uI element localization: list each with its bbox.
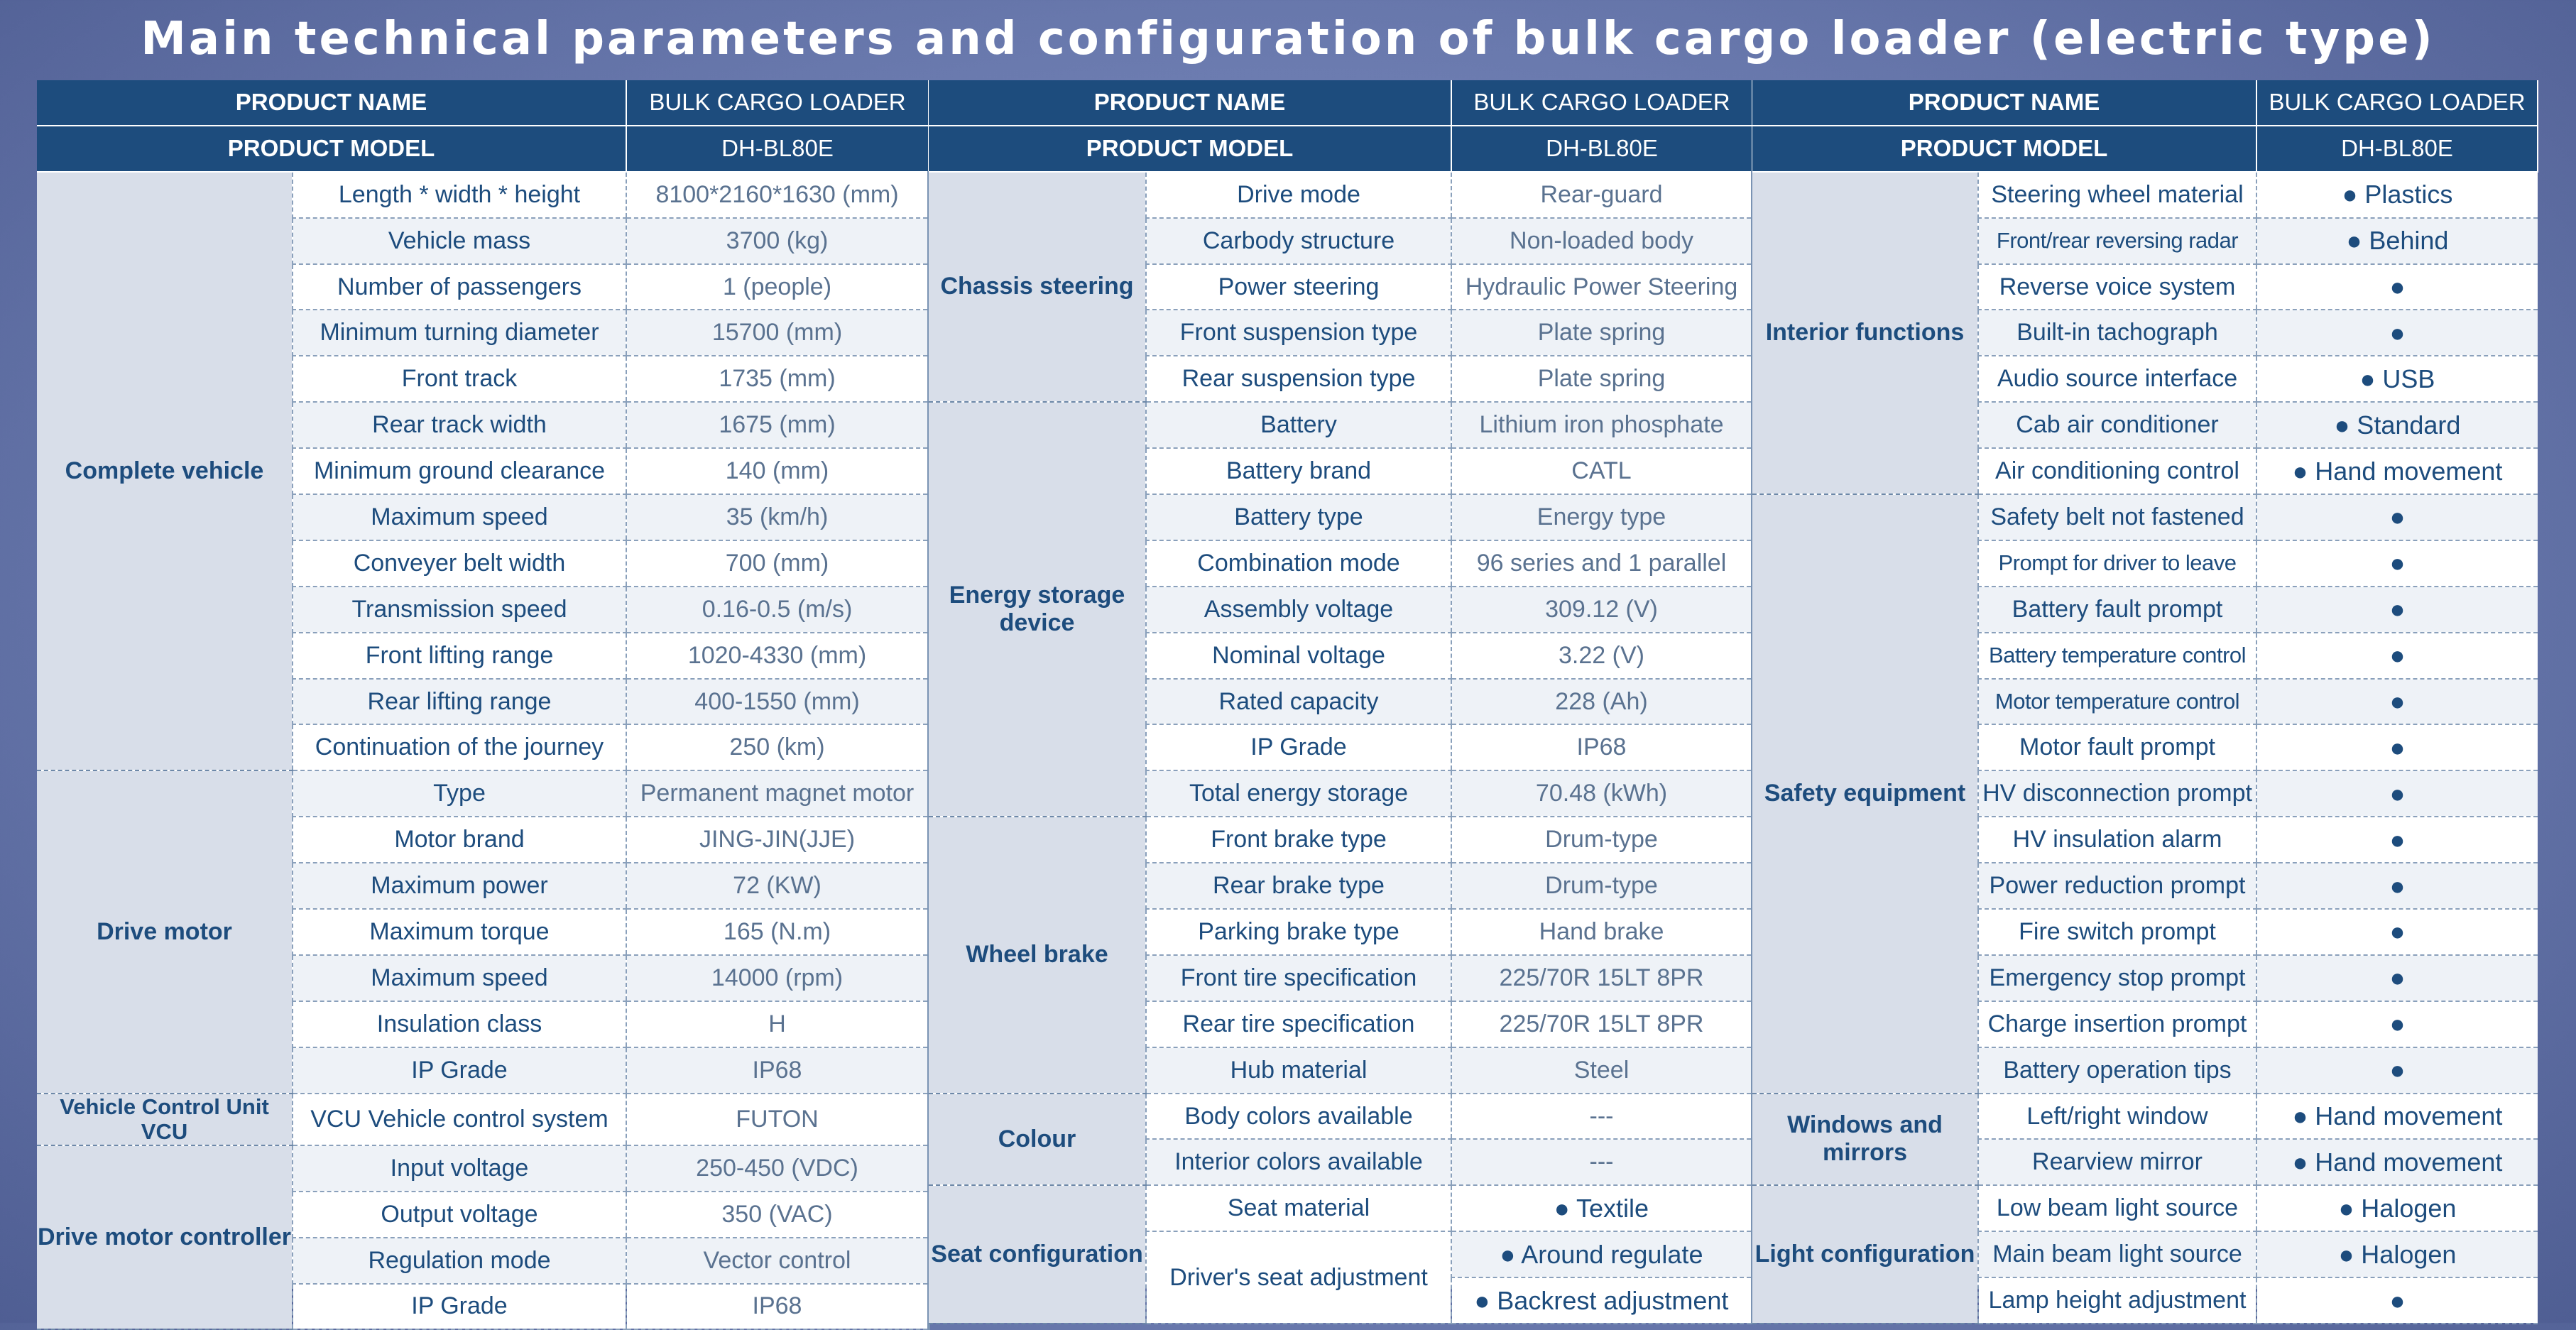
- block-vehicle-motor: [37, 80, 930, 1330]
- spec-value: Plate spring: [1451, 310, 1752, 356]
- spec-value: 15700 (mm): [626, 310, 929, 356]
- block-interior-safety: [1752, 80, 2538, 1324]
- spec-value: 14000 (rpm): [626, 955, 929, 1001]
- spec-value: ● Standard: [2256, 402, 2538, 448]
- spec-value: ● Hand movement: [2256, 1139, 2538, 1185]
- group-light-configuration: Light configuration: [1752, 1185, 1978, 1324]
- group-energy-storage: Energy storage device: [929, 402, 1146, 817]
- spec-row: [37, 1145, 929, 1192]
- spec-label: Continuation of the journey: [293, 724, 626, 770]
- spec-value: 700 (mm): [626, 540, 929, 587]
- spec-label: IP Grade: [1146, 724, 1451, 770]
- spec-row: [1752, 494, 2538, 540]
- block-chassis-energy: [929, 80, 1754, 1324]
- spec-value: ●: [2256, 1277, 2538, 1324]
- spec-label: Maximum speed: [293, 494, 626, 540]
- spec-label: Front tire specification: [1146, 955, 1451, 1001]
- spec-value: ●: [2256, 1047, 2538, 1094]
- product-name-value: BULK CARGO LOADER: [2256, 80, 2538, 126]
- spec-label: Type: [293, 770, 626, 817]
- spec-label: Steering wheel material: [1978, 172, 2256, 218]
- spec-value: 225/70R 15LT 8PR: [1451, 955, 1752, 1001]
- spec-label: Battery: [1146, 402, 1451, 448]
- spec-value: IP68: [626, 1284, 929, 1330]
- spec-label: Minimum turning diameter: [293, 310, 626, 356]
- spec-row: [929, 1185, 1752, 1231]
- product-name-value: BULK CARGO LOADER: [1451, 80, 1752, 126]
- product-name-value: BULK CARGO LOADER: [626, 80, 929, 126]
- spec-row: [37, 770, 929, 817]
- spec-value: ● Behind: [2256, 218, 2538, 264]
- spec-label: Driver's seat adjustment: [1146, 1231, 1451, 1324]
- spec-value: Permanent magnet motor: [626, 770, 929, 817]
- spec-value: H: [626, 1001, 929, 1047]
- spec-value: Vector control: [626, 1238, 929, 1284]
- spec-label: Drive mode: [1146, 172, 1451, 218]
- spec-value: 3.22 (V): [1451, 633, 1752, 679]
- spec-table-1: [37, 80, 930, 1330]
- spec-label: Conveyer belt width: [293, 540, 626, 587]
- spec-label: Seat material: [1146, 1185, 1451, 1231]
- spec-value: ●: [2256, 1001, 2538, 1047]
- spec-label: Nominal voltage: [1146, 633, 1451, 679]
- spec-value: 1020-4330 (mm): [626, 633, 929, 679]
- spec-value: CATL: [1451, 448, 1752, 494]
- spec-value: 1675 (mm): [626, 402, 929, 448]
- group-safety-equipment: Safety equipment: [1752, 494, 1978, 1094]
- spec-label: Combination mode: [1146, 540, 1451, 587]
- spec-value: 250-450 (VDC): [626, 1145, 929, 1192]
- spec-label: Output voltage: [293, 1192, 626, 1238]
- page-title: Main technical parameters and configuration of bulk cargo loader (electric type): [141, 13, 2435, 65]
- spec-label: Insulation class: [293, 1001, 626, 1047]
- spec-value: Energy type: [1451, 494, 1752, 540]
- spec-label: VCU Vehicle control system: [293, 1094, 626, 1145]
- spec-value: ●: [2256, 494, 2538, 540]
- spec-value: FUTON: [626, 1094, 929, 1145]
- spec-value: ●: [2256, 679, 2538, 725]
- spec-value: 250 (km): [626, 724, 929, 770]
- spec-value: 228 (Ah): [1451, 679, 1752, 725]
- spec-label: Rated capacity: [1146, 679, 1451, 725]
- spec-label: Rear brake type: [1146, 863, 1451, 909]
- spec-value: ●: [2256, 863, 2538, 909]
- spec-label: Length * width * height: [293, 172, 626, 218]
- spec-value: Hand brake: [1451, 909, 1752, 955]
- spec-label: Parking brake type: [1146, 909, 1451, 955]
- spec-label: Battery operation tips: [1978, 1047, 2256, 1094]
- spec-value: Rear-guard: [1451, 172, 1752, 218]
- spec-label: Power steering: [1146, 264, 1451, 310]
- spec-label: HV insulation alarm: [1978, 817, 2256, 863]
- spec-label: Power reduction prompt: [1978, 863, 2256, 909]
- spec-label: Motor fault prompt: [1978, 724, 2256, 770]
- spec-value: 140 (mm): [626, 448, 929, 494]
- spec-row: [1752, 172, 2538, 218]
- spec-label: HV disconnection prompt: [1978, 770, 2256, 817]
- spec-value: 165 (N.m): [626, 909, 929, 955]
- spec-row: [929, 1094, 1752, 1140]
- spec-value: IP68: [626, 1047, 929, 1094]
- spec-label: Front track: [293, 356, 626, 402]
- spec-label: Safety belt not fastened: [1978, 494, 2256, 540]
- spec-value: 35 (km/h): [626, 494, 929, 540]
- spec-value: Lithium iron phosphate: [1451, 402, 1752, 448]
- spec-value: ● Hand movement: [2256, 1094, 2538, 1140]
- spec-label: Minimum ground clearance: [293, 448, 626, 494]
- spec-label: Fire switch prompt: [1978, 909, 2256, 955]
- spec-label: Rearview mirror: [1978, 1139, 2256, 1185]
- spec-label: Front lifting range: [293, 633, 626, 679]
- spec-value: 8100*2160*1630 (mm): [626, 172, 929, 218]
- product-model-value: DH-BL80E: [626, 126, 929, 172]
- group-complete-vehicle: Complete vehicle: [37, 172, 293, 771]
- spec-table-2: [929, 80, 1754, 1324]
- product-name-label: PRODUCT NAME: [1752, 80, 2256, 126]
- spec-label: Total energy storage: [1146, 770, 1451, 817]
- spec-label: Transmission speed: [293, 587, 626, 633]
- spec-label: Assembly voltage: [1146, 587, 1451, 633]
- spec-label: Number of passengers: [293, 264, 626, 310]
- spec-label: Reverse voice system: [1978, 264, 2256, 310]
- spec-label: IP Grade: [293, 1284, 626, 1330]
- spec-value: ● Textile: [1451, 1185, 1752, 1231]
- spec-label: Rear track width: [293, 402, 626, 448]
- spec-label: Input voltage: [293, 1145, 626, 1192]
- spec-value: 3700 (kg): [626, 218, 929, 264]
- spec-value: ● Halogen: [2256, 1231, 2538, 1277]
- spec-label: Battery brand: [1146, 448, 1451, 494]
- spec-value: 400-1550 (mm): [626, 679, 929, 725]
- group-drive-motor: Drive motor: [37, 770, 293, 1093]
- spec-value: ●: [2256, 540, 2538, 587]
- spec-value: ● Around regulate: [1451, 1231, 1752, 1277]
- spec-value: ●: [2256, 310, 2538, 356]
- spec-label: Body colors available: [1146, 1094, 1451, 1140]
- spec-value: ●: [2256, 770, 2538, 817]
- spec-label: Front suspension type: [1146, 310, 1451, 356]
- group-windows-mirrors: Windows and mirrors: [1752, 1094, 1978, 1186]
- spec-value: ●: [2256, 955, 2538, 1001]
- spec-label: Emergency stop prompt: [1978, 955, 2256, 1001]
- spec-value: 225/70R 15LT 8PR: [1451, 1001, 1752, 1047]
- product-name-label: PRODUCT NAME: [37, 80, 626, 126]
- product-name-label: PRODUCT NAME: [929, 80, 1451, 126]
- spec-value: ●: [2256, 909, 2538, 955]
- spec-label: Motor temperature control: [1978, 679, 2256, 725]
- spec-row: [37, 1094, 929, 1145]
- spec-value: JING-JIN(JJE): [626, 817, 929, 863]
- spec-value: ● Hand movement: [2256, 448, 2538, 494]
- spec-label: Rear suspension type: [1146, 356, 1451, 402]
- product-model-label: PRODUCT MODEL: [37, 126, 626, 172]
- spec-value: 1735 (mm): [626, 356, 929, 402]
- spec-label: Hub material: [1146, 1047, 1451, 1094]
- spec-label: Audio source interface: [1978, 356, 2256, 402]
- spec-label: Left/right window: [1978, 1094, 2256, 1140]
- spec-value: 350 (VAC): [626, 1192, 929, 1238]
- spec-row: [929, 172, 1752, 218]
- spec-table-frame: [37, 80, 2538, 1320]
- spec-value: 1 (people): [626, 264, 929, 310]
- spec-value: ● Plastics: [2256, 172, 2538, 218]
- spec-label: Rear lifting range: [293, 679, 626, 725]
- spec-value: Drum-type: [1451, 817, 1752, 863]
- product-model-label: PRODUCT MODEL: [1752, 126, 2256, 172]
- spec-row: [929, 817, 1752, 863]
- spec-row: [37, 172, 929, 218]
- spec-label: Regulation mode: [293, 1238, 626, 1284]
- group-drive-motor-controller: Drive motor controller: [37, 1145, 293, 1330]
- spec-row: [929, 402, 1752, 448]
- spec-value: Steel: [1451, 1047, 1752, 1094]
- spec-label: Charge insertion prompt: [1978, 1001, 2256, 1047]
- spec-value: Drum-type: [1451, 863, 1752, 909]
- spec-label: Main beam light source: [1978, 1231, 2256, 1277]
- spec-value: Plate spring: [1451, 356, 1752, 402]
- spec-value: Non-loaded body: [1451, 218, 1752, 264]
- spec-value: ---: [1451, 1094, 1752, 1140]
- spec-label: IP Grade: [293, 1047, 626, 1094]
- spec-label: Maximum power: [293, 863, 626, 909]
- group-interior-functions: Interior functions: [1752, 172, 1978, 494]
- spec-label: Motor brand: [293, 817, 626, 863]
- spec-value: 72 (KW): [626, 863, 929, 909]
- spec-value: ● USB: [2256, 356, 2538, 402]
- spec-label: Prompt for driver to leave: [1978, 540, 2256, 587]
- spec-value: ●: [2256, 724, 2538, 770]
- spec-label: Maximum speed: [293, 955, 626, 1001]
- product-model-value: DH-BL80E: [2256, 126, 2538, 172]
- spec-label: Battery temperature control: [1978, 633, 2256, 679]
- spec-label: Battery type: [1146, 494, 1451, 540]
- spec-value: 96 series and 1 parallel: [1451, 540, 1752, 587]
- spec-value: 70.48 (kWh): [1451, 770, 1752, 817]
- spec-table-3: [1752, 80, 2538, 1324]
- spec-value: 309.12 (V): [1451, 587, 1752, 633]
- spec-value: Hydraulic Power Steering: [1451, 264, 1752, 310]
- spec-row: [1752, 1094, 2538, 1140]
- spec-value: ● Halogen: [2256, 1185, 2538, 1231]
- spec-label: Interior colors available: [1146, 1139, 1451, 1185]
- spec-value: ---: [1451, 1139, 1752, 1185]
- spec-value: ●: [2256, 587, 2538, 633]
- spec-value: 0.16-0.5 (m/s): [626, 587, 929, 633]
- spec-label: Lamp height adjustment: [1978, 1277, 2256, 1324]
- spec-label: Front brake type: [1146, 817, 1451, 863]
- group-seat-configuration: Seat configuration: [929, 1185, 1146, 1324]
- spec-label: Front/rear reversing radar: [1978, 218, 2256, 264]
- spec-value: ● Backrest adjustment: [1451, 1277, 1752, 1324]
- spec-label: Air conditioning control: [1978, 448, 2256, 494]
- spec-label: Rear tire specification: [1146, 1001, 1451, 1047]
- spec-label: Low beam light source: [1978, 1185, 2256, 1231]
- spec-label: Carbody structure: [1146, 218, 1451, 264]
- spec-label: Built-in tachograph: [1978, 310, 2256, 356]
- group-chassis-steering: Chassis steering: [929, 172, 1146, 402]
- product-model-label: PRODUCT MODEL: [929, 126, 1451, 172]
- spec-value: ●: [2256, 633, 2538, 679]
- spec-row: [1752, 1185, 2538, 1231]
- spec-value: ●: [2256, 817, 2538, 863]
- group-wheel-brake: Wheel brake: [929, 817, 1146, 1093]
- spec-label: Vehicle mass: [293, 218, 626, 264]
- spec-label: Battery fault prompt: [1978, 587, 2256, 633]
- spec-value: IP68: [1451, 724, 1752, 770]
- spec-label: Maximum torque: [293, 909, 626, 955]
- spec-label: Cab air conditioner: [1978, 402, 2256, 448]
- product-model-value: DH-BL80E: [1451, 126, 1752, 172]
- group-colour: Colour: [929, 1094, 1146, 1186]
- spec-value: ●: [2256, 264, 2538, 310]
- group-vcu: Vehicle Control Unit VCU: [37, 1094, 293, 1145]
